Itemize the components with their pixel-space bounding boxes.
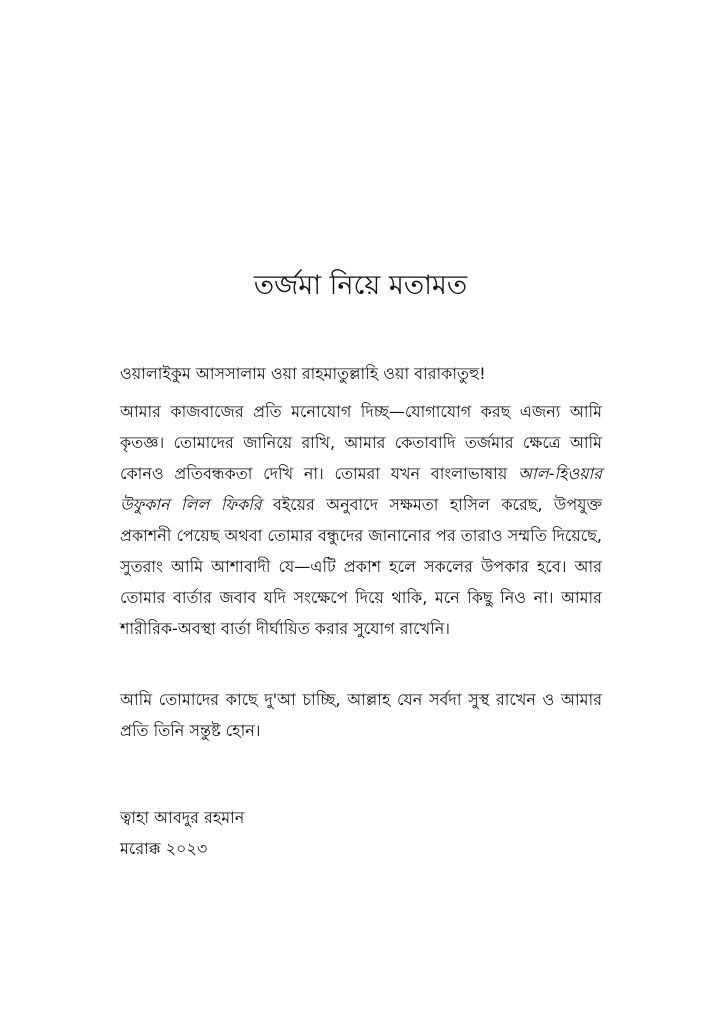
- book-title: আল-হিওয়ার উফুকান লিল ফিকরি: [120, 464, 602, 514]
- paragraph-1: [120, 396, 602, 644]
- page-title: তর্জমা নিয়ে মতামত: [253, 270, 468, 301]
- paragraph-1-text-before: আমার কাজবাজের প্রতি মনোযোগ দিচ্ছ—যোগাযোগ করছ এজন্য আমি কৃতজ্ঞ। তোমাদের জানিয়ে রাখি, আমার কেতাবাদি তর্জমার ক্ষেত্রে আমি কোনও প্রতিবন্ধকতা দেখি না। তোমরা যখন বাংলাভাষায়: [120, 402, 602, 483]
- paragraph-2: আমি তোমাদের কাছে দু'আ চাচ্ছি, আল্লাহ যেন সর্বদা সুস্থ রাখেন ও আমার প্রতি তিনি সন্তুষ্ট হোন।: [120, 690, 602, 740]
- greeting-line: ওয়ালাইকুম আসসালাম ওয়া রাহমাতুল্লাহি ওয়া বারাকাতুহু!: [120, 364, 486, 383]
- signature-place-year: মরোক্ক ২০২৩: [120, 839, 208, 858]
- signature-name: ত্বাহা আবদুর রহমান: [120, 808, 245, 827]
- paragraph-1-text-after: বইয়ের অনুবাদে সক্ষমতা হাসিল করেছ, উপযুক্ত প্রকাশনী পেয়েছ অথবা তোমার বন্ধুদের জানানোর পর তারাও সম্মতি দিয়েছে, সুতরাং আমি আশাবাদী যে—এটি প্রকাশ হলে সকলের উপকার হবে। আর তোমার বার্তার জবাব যদি সংক্ষেপে দিয়ে থাকি, মনে কিছু নিও না। আমার শারীরিক-অবস্থা বার্তা দীর্ঘায়িত করার সুযোগ রাখেনি।: [120, 495, 602, 638]
